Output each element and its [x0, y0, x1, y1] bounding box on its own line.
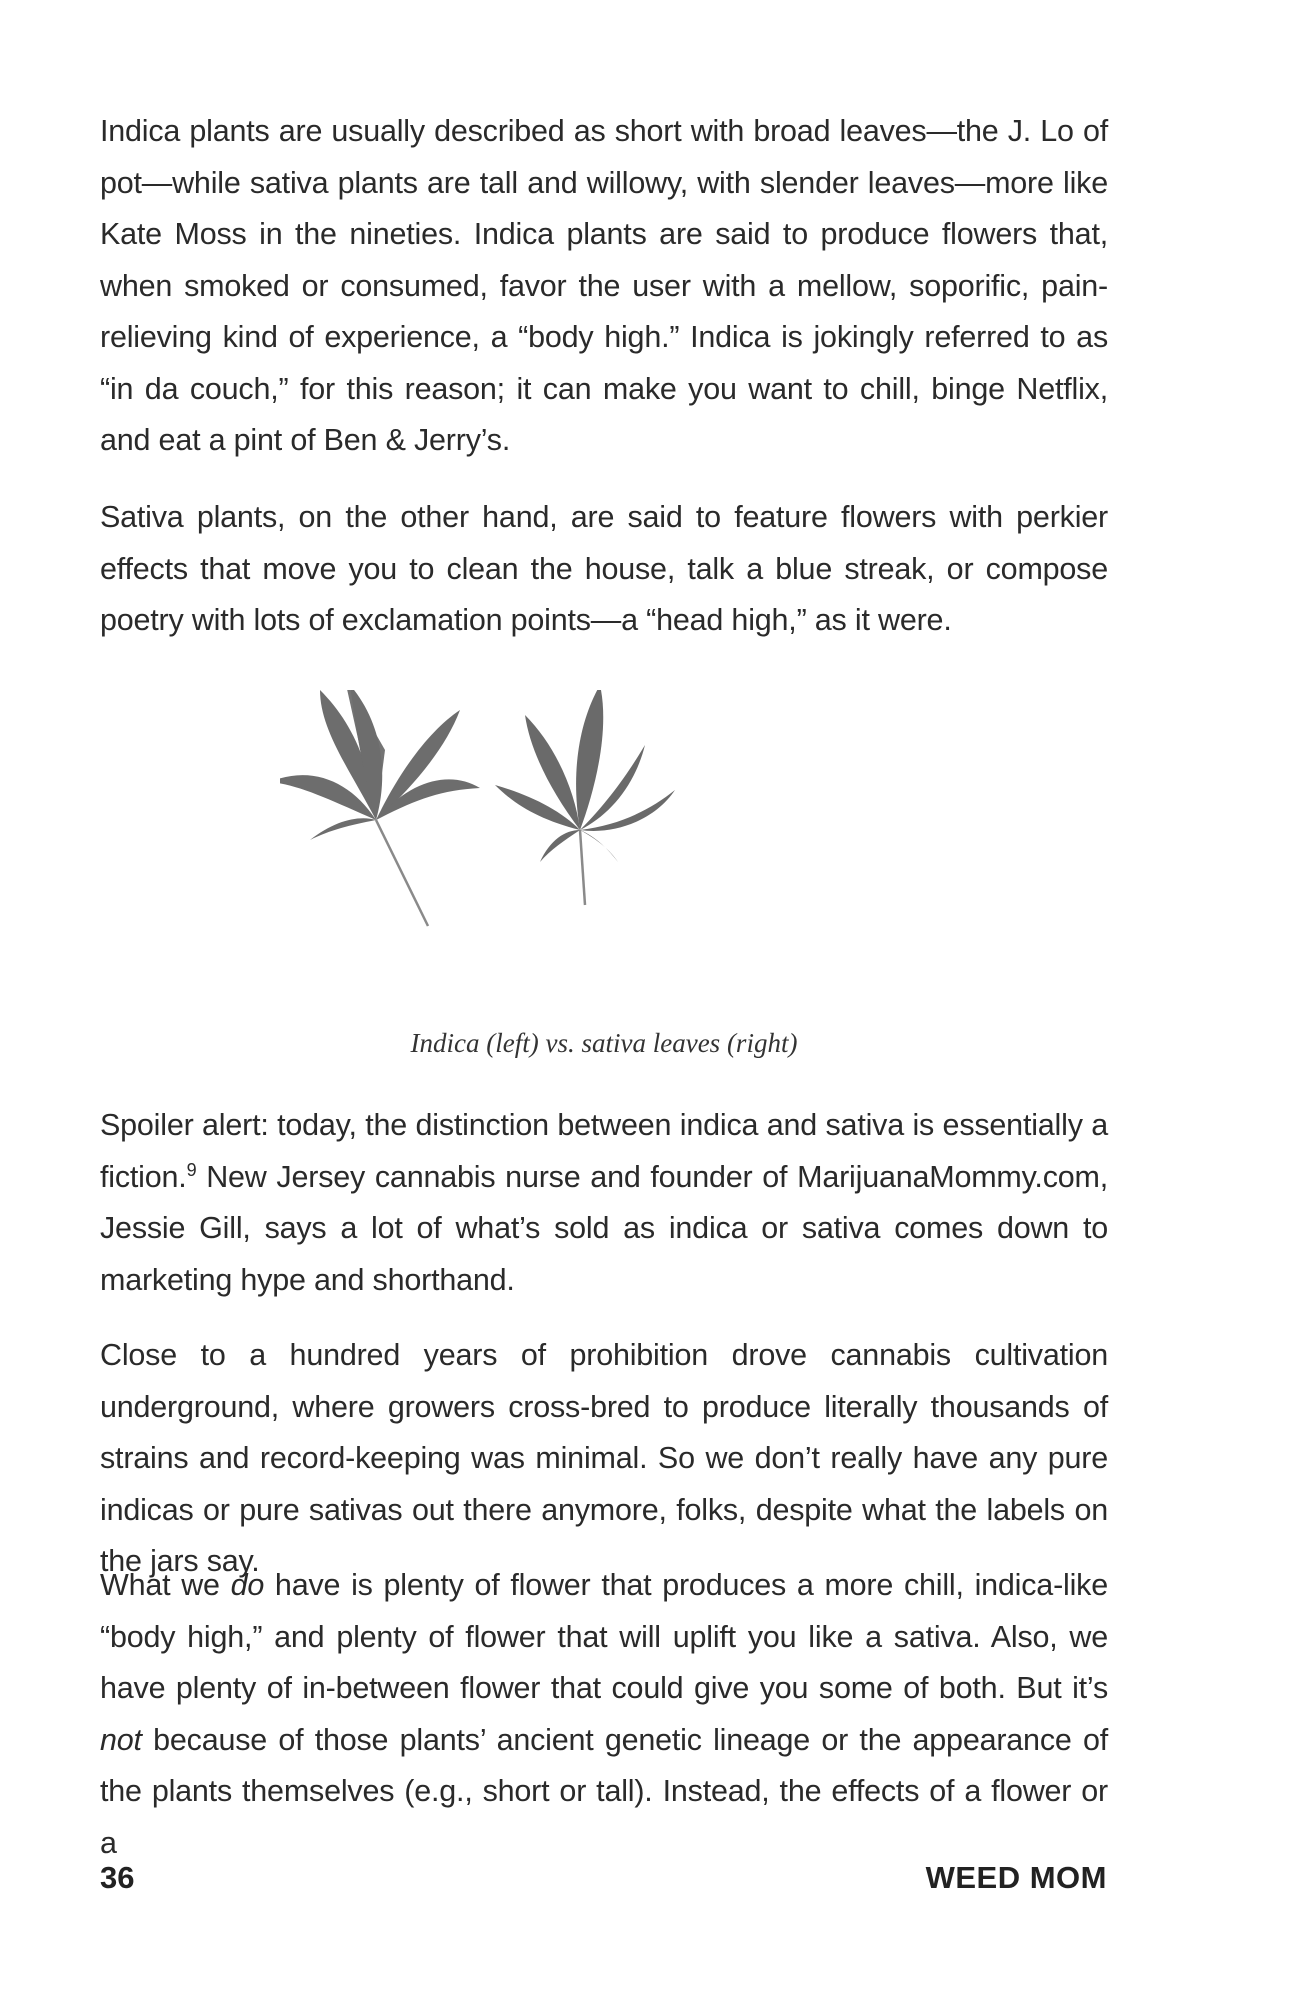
paragraph-spoiler-alert — [100, 1100, 1108, 1306]
paragraph-text: have is plenty of flower that produces a more chill, indica-like “body high,” and plenty of flower that will uplift you like a sativa. Also, we have plenty of in-between flower that could give you some of both. But it’s — [100, 1568, 1108, 1705]
paragraph-prohibition: Close to a hundred years of prohibition drove cannabis cultivation underground, where growers cross-bred to produce literally thousands of strains and record-keeping was minimal. So we don’t really have any pure indicas or pure sativas out there anymore, folks, despite what the labels on the jars say. — [100, 1338, 1108, 1578]
leaf-figure — [280, 690, 840, 1010]
paragraph-text: New Jersey cannabis nurse and founder of MarijuanaMommy.com, Jessie Gill, says a lot of what’s sold as indica or sativa comes down to marketing hype and shorthand. — [100, 1159, 1108, 1297]
figure-caption: Indica (left) vs. sativa leaves (right) — [410, 1028, 798, 1058]
emphasis-do: do — [230, 1568, 265, 1602]
paragraph-effects — [100, 1560, 1108, 1869]
indica-leaf-icon — [280, 690, 480, 926]
sativa-leaf-icon — [495, 690, 675, 905]
leaf-illustration — [280, 690, 840, 1010]
footnote-marker: 9 — [186, 1159, 197, 1180]
emphasis-not: not — [100, 1722, 142, 1757]
page-number: 36 — [100, 1860, 135, 1895]
running-footer-title: WEED MOM — [925, 1860, 1107, 1895]
paragraph-indica-description: Indica plants are usually described as short with broad leaves—the J. Lo of pot—while sativa plants are tall and willowy, with slender leaves—more like Kate Moss in the nineties. Indica plants are said to produce flowers that, when smoked or consumed, favor the user with a mellow, soporific, pain-relieving kind of experience, a “body high.” Indica is jokingly referred to as “in da couch,” for this reason; it can make you want to chill, binge Netflix, and eat a pint of Ben & Jerry’s. — [100, 114, 1108, 457]
paragraph-sativa-description: Sativa plants, on the other hand, are said to feature flowers with perkier effects that move you to clean the house, talk a blue streak, or compose poetry with lots of exclamation points—a “head high,” as it were. — [100, 500, 1108, 637]
paragraph-text: What we — [100, 1568, 231, 1602]
paragraph-text: Spoiler alert: today, the distinction between indica and sativa is essentially a fiction. — [100, 1108, 1108, 1194]
paragraph-text: because of those plants’ ancient genetic lineage or the appearance of the plants themselves (e.g., short or tall). Instead, the effects of a flower or a — [100, 1722, 1108, 1860]
